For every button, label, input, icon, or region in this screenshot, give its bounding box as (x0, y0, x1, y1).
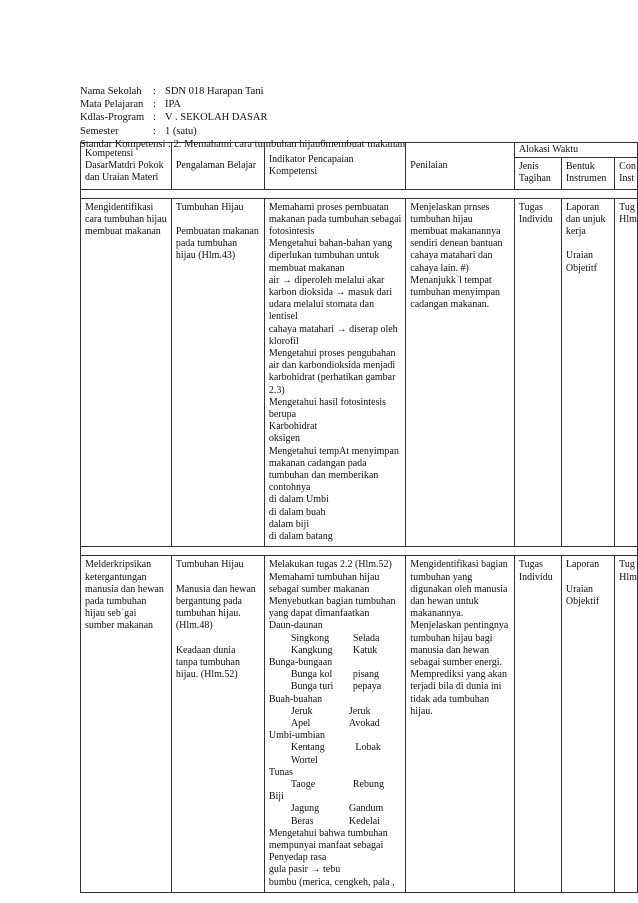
text-line: dalam biji (268, 518, 310, 530)
text-line: tumbuhan menyimpan (410, 287, 501, 299)
kelas-value: V . SEKOLAH DASAR (165, 112, 268, 124)
text-line: digunakan oleh manusia (410, 583, 508, 595)
spacer-row (81, 189, 638, 198)
text-line: DasarMatdri Pokok (85, 159, 164, 171)
row1-pengalaman-detail (176, 226, 260, 263)
plant-pair (269, 803, 401, 815)
text-line: Con (619, 161, 636, 173)
text-line: Pembuatan makanan (175, 225, 259, 237)
text-line: di dalam batang (268, 531, 333, 543)
row2-indikator (264, 556, 405, 892)
semester-value: 1 (satu) (165, 125, 197, 137)
text-line: oksigen (268, 433, 300, 445)
plant-name: Jeruk (348, 705, 371, 717)
plant-pair (269, 742, 401, 754)
plant-name: Bunga turi (290, 681, 334, 693)
text-line: Penyedap rasa (268, 852, 327, 864)
row1-bentuk-instrumen (561, 198, 614, 547)
text-line: air dan karbondioksida menjadi (268, 360, 396, 372)
text-line: Menanjukk`l tempat (410, 274, 492, 286)
text-line: klorofil (268, 335, 299, 347)
text-line: pada tumbuhan (85, 595, 147, 607)
colon: : (153, 86, 156, 97)
text-line: Melakukan tugas 2.2 (Hlm.52) (268, 559, 392, 571)
text-line: hijau. (410, 705, 433, 717)
colon: : (153, 99, 156, 111)
text-line: dan Uraian Materi (85, 171, 159, 183)
row1-pengalaman-title: Tumbuhan Hijau (175, 201, 244, 213)
text-line: Tug (619, 559, 635, 571)
text-line: Tugas (518, 559, 543, 571)
text-line: Menjelaskan prnses (410, 201, 490, 213)
semester-label: Semester (80, 125, 119, 137)
text-line: di dalam Umbi (268, 494, 329, 506)
text-line: tumbuhan yang (410, 571, 473, 583)
header-kompetensi (81, 143, 172, 190)
header-pengalaman-belajar: Pengalaman Belajar (171, 143, 264, 190)
text-line: Individu (518, 571, 553, 583)
text-line: makanan pada tumbuhan sebagai (268, 213, 402, 225)
plant-name: Avokad (348, 717, 380, 729)
text-line: udara melalui stomata dan (268, 299, 375, 311)
text-line: Mengetahui bahwa tumbuhan (268, 827, 388, 839)
text-line: cahaya lain. #) (410, 262, 469, 274)
text-line: fotosintesis (268, 226, 315, 238)
header-jenis-tagihan (514, 158, 561, 189)
plant-name: Lobak (352, 742, 381, 754)
text-line (566, 238, 610, 250)
text-line (176, 632, 260, 644)
text-line: Melderkripsikan (85, 559, 152, 571)
text-line: Kompetensi (268, 165, 318, 177)
plant-name: Beras (290, 815, 314, 827)
header-bentuk-instrumen (561, 158, 614, 189)
text-line: Uraian (565, 583, 594, 595)
text-line: 2.3) (268, 384, 285, 396)
row2-kompetensi (81, 556, 172, 892)
text-line: membuat makanannya (410, 226, 501, 238)
row2-buah-list (269, 706, 401, 730)
text-line: mempunyai manfaat sebagai (268, 839, 384, 851)
plant-pair (269, 816, 401, 828)
nama-sekolah-value: SDN 018 Harapan Tani (165, 86, 264, 97)
plant-name: Rebung (352, 778, 384, 790)
text-line: Objetitf (565, 262, 597, 274)
row2-indikator-bottom (269, 828, 401, 889)
text-line: membuat makanan (268, 262, 345, 274)
plant-pair (269, 669, 401, 681)
nama-sekolah-row (80, 85, 405, 98)
text-line: hijau seb`gai (85, 608, 137, 620)
nama-sekolah-label: Nama Sekolah (80, 86, 142, 97)
text-line: lentisel (268, 311, 298, 323)
text-line: Karbohidrat (268, 421, 318, 433)
text-line: Instrumen (565, 173, 607, 185)
text-line: Keadaan dunia (175, 644, 236, 656)
text-line: Laporan (565, 201, 600, 213)
text-line: Uraian (565, 250, 594, 262)
row2-bunga-label: Bunga-bungaan (268, 656, 333, 668)
text-line: Bentuk (565, 161, 595, 173)
text-line: Mengetahui tempAt menyimpan (268, 445, 399, 457)
row2-pengalaman-detail (176, 584, 260, 682)
row2-biji-label: Biji (268, 791, 284, 803)
text-line: Hlm (619, 571, 637, 583)
text-line: manusia dan hewan (85, 583, 164, 595)
plant-name: pepaya (352, 681, 382, 693)
semester-row (80, 125, 405, 138)
row2-indikator-top (269, 559, 401, 632)
row2-penilaian (406, 556, 515, 892)
plant-pair (269, 718, 401, 730)
text-line: Memahami tumbuhan hijau (268, 571, 380, 583)
text-line: manusia dan hewan (410, 644, 490, 656)
row1-indikator (264, 198, 405, 547)
plant-name: Kentang (290, 742, 325, 754)
plant-name: Apel (290, 717, 311, 729)
text-line: Tugas (518, 201, 543, 213)
text-line: bergantung pada (175, 595, 242, 607)
text-line: sendiri denean bantuan (410, 238, 503, 250)
text-line: tumbuhan hijau. (175, 607, 241, 619)
text-line: Manusia dan hewan (175, 583, 256, 595)
row2-pengalaman (171, 556, 264, 892)
row2-tunas-list (269, 779, 401, 791)
text-line: dan unjuk (565, 213, 606, 225)
plant-name: Selada (352, 632, 380, 644)
text-line: Jenis (518, 161, 539, 173)
text-line: (Hlm.48) (175, 620, 213, 632)
row1-kompetensi (81, 198, 172, 547)
text-line: Hlm (619, 213, 637, 225)
row2-daun-list (269, 633, 401, 657)
text-line: Mengetahui bahan-bahan yang (268, 238, 393, 250)
text-line: contohnya (268, 482, 311, 494)
text-line: ketergantungan (85, 571, 147, 583)
text-line: cadangan makanan. (410, 299, 490, 311)
plant-pair (269, 779, 401, 791)
text-line: yang dapat dimanfaatkan (268, 608, 370, 620)
plant-name: Kedelai (348, 815, 380, 827)
text-line: diperlukan tumbuhan untuk (268, 250, 380, 262)
mata-pelajaran-value: IPA (165, 99, 181, 111)
standar-kompetensi-text: Standar Kompetensi : 2. Memahami cara tumbuhan hijau6membuat makanan (80, 138, 406, 150)
plant-name: Wortel (290, 754, 318, 766)
row2-pengalaman-title: Tumbuhan Hijau (175, 559, 244, 571)
kelas-row (80, 111, 405, 124)
row2-umbi-list (269, 742, 401, 766)
mata-pelajaran-row (80, 98, 405, 111)
text-line: pada tumbuhan (175, 238, 238, 250)
header-con-inst (615, 158, 638, 189)
row1-penilaian (406, 198, 515, 547)
text-line: Kompetensi (85, 147, 134, 159)
text-line: makanan cadangan pada (268, 457, 367, 469)
plant-pair (269, 681, 401, 693)
plant-name: Gandum (348, 803, 384, 815)
row2-buah-label: Buah-buahan (268, 693, 323, 705)
row2-umbi-label: Umbi-umbian (268, 730, 325, 742)
text-line: kerja (565, 226, 586, 238)
text-line: sebagai sumber energi. (410, 656, 503, 668)
header-alokasi-waktu: Alokasi Waktu (514, 143, 637, 158)
text-line: air → diperoleh melalui akar (268, 274, 385, 286)
plant-name: Jeruk (290, 705, 313, 717)
text-line: tidak ada tumbuhan (410, 693, 490, 705)
row2-bunga-list (269, 669, 401, 693)
plant-pair (269, 755, 401, 767)
text-line: di dalam buah (268, 506, 326, 518)
text-line: Menyebutkan bagian tumbuhan (268, 595, 396, 607)
text-line: Daun-daunan (268, 620, 323, 632)
plant-pair (269, 633, 401, 645)
text-line: tumbuhan hijau bagi (410, 632, 493, 644)
text-line: tanpa tumbuhan (175, 656, 240, 668)
colon: : (153, 112, 156, 124)
text-line: Tug (619, 201, 635, 213)
text-line: karbon dioksida → masuk dari (268, 287, 393, 299)
table-row (81, 198, 638, 547)
text-line: hijau (Hlm.43) (175, 250, 236, 262)
text-line: hijau. (Hlm.52) (175, 668, 238, 680)
plant-name: Kangkung (290, 644, 333, 656)
text-line: sebagai sumber makanan (268, 583, 370, 595)
plant-pair (269, 706, 401, 718)
text-line: Objektif (565, 595, 600, 607)
text-line: Inst (619, 173, 635, 185)
text-line: cahaya matahari dan (410, 250, 493, 262)
text-line: Mengidentifikasi (85, 201, 154, 213)
silabus-table (80, 142, 638, 893)
colon: : (153, 125, 156, 137)
text-line: Laporan (565, 559, 600, 571)
text-line: cara tumbuhan hijau (85, 213, 167, 225)
row2-con (615, 556, 638, 892)
text-line: Tagihan (518, 173, 551, 185)
text-line: tumbuhan dan memberikan (268, 470, 379, 482)
text-line: Mengetahui proses pengubahan (268, 348, 396, 360)
text-line: membuat makanan (85, 226, 161, 238)
mata-pelajaran-label: Mata Pelajaran (80, 99, 144, 111)
text-line: Memprediksi yang akan (410, 669, 507, 681)
plant-name: Taoge (290, 778, 316, 790)
text-line: Memahami proses pembuatan (268, 201, 389, 213)
plant-name: Katuk (352, 644, 378, 656)
text-line: karbohidrat (perhatikan gambar (268, 372, 396, 384)
text-line: Menjelaskan pentingnya (410, 620, 509, 632)
plant-name: Singkong (290, 632, 330, 644)
plant-name: Bunga kol (290, 669, 333, 681)
row1-pengalaman (171, 198, 264, 547)
text-line: bumbu (merica, cengkeh, pala , (268, 876, 395, 888)
kelas-label: Kdlas-Program (80, 112, 145, 124)
header-penilaian: Penilaian (406, 143, 515, 190)
text-line: sumber makanan (85, 620, 154, 632)
text-line: Mengidentifikasi bagian (410, 559, 508, 571)
text-line: terjadi bila di dunia ini (410, 681, 502, 693)
table-header-row-top (81, 143, 638, 158)
text-line (566, 572, 610, 584)
row1-con (615, 198, 638, 547)
row2-bentuk-instrumen (561, 556, 614, 892)
row2-jenis-tagihan (514, 556, 561, 892)
header-indikator (264, 143, 405, 190)
plant-pair (269, 645, 401, 657)
text-line: Mengetahui hasil fotosintesis (268, 396, 387, 408)
row1-jenis-tagihan (514, 198, 561, 547)
plant-name: Jagung (290, 803, 320, 815)
text-line: berupa (268, 409, 297, 421)
text-line: Individu (518, 213, 553, 225)
table-row (81, 556, 638, 892)
text-line: tumbuhan hijau (410, 213, 473, 225)
spacer-row (81, 547, 638, 556)
text-line: Indikator Pencapaian (268, 153, 354, 165)
row2-biji-list (269, 803, 401, 827)
text-line: makanannya. (410, 608, 464, 620)
row2-tunas-label: Tunas (268, 766, 293, 778)
text-line: cahaya matahari → diserap oleh (268, 323, 398, 335)
text-line: dan hewan untuk (410, 595, 479, 607)
text-line: gula pasir → tebu (268, 864, 341, 876)
plant-name: pisang (352, 669, 379, 681)
